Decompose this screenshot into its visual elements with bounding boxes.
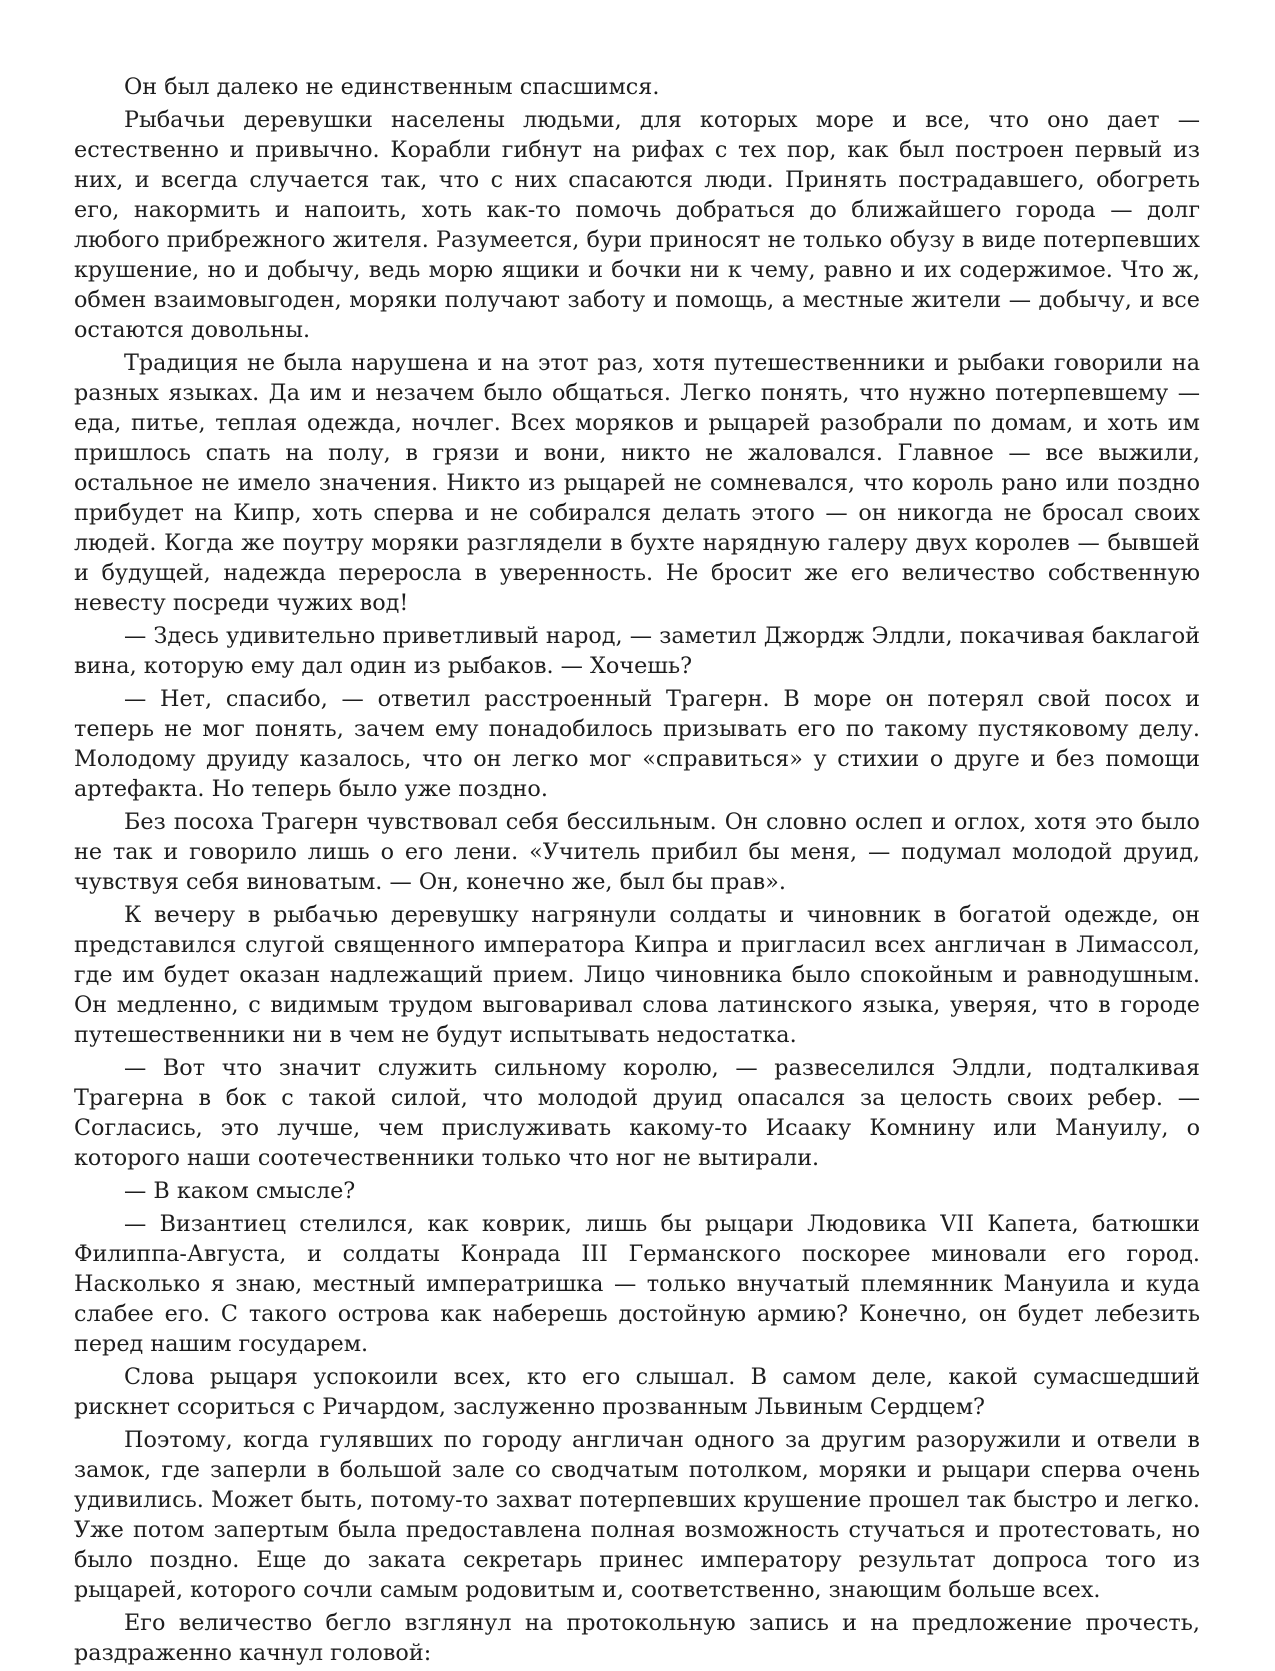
paragraph: Традиция не была нарушена и на этот раз, хотя путешественники и рыбаки говорили на разных языках. Да им и незачем было общаться. Легко понять, что нужно потерпевшему — еда, питье, теплая одежда, ночлег. Всех моряков и рыцарей разобрали по домам, и хоть им пришлось спать на полу, в грязи и вони, никто не жаловался. Главное — все выжили, остальное не имело значения. Никто из рыцарей не сомневался, что король рано или поздно прибудет на Кипр, хоть сперва и не собирался делать этого — он никогда не бросал своих людей. Когда же поутру моряки разглядели в бухте нарядную галеру двух королев — бывшей и будущей, надежда переросла в уверенность. Не бросит же его величество собственную невесту посреди чужих вод! — [74, 350, 1200, 616]
paragraph: Без посоха Трагерн чувствовал себя бессильным. Он словно ослеп и оглох, хотя это было не так и говорило лишь о его лени. «Учитель прибил бы меня, — подумал молодой друид, чувствуя себя виноватым. — Он, конечно же, был бы прав». — [74, 809, 1200, 895]
paragraph: — Вот что значит служить сильному королю, — развеселился Элдли, подталкивая Трагерна в бок с такой силой, что молодой друид опасался за целость своих ребер. — Согласись, это лучше, чем прислуживать какому-то Исааку Комнину или Мануилу, о которого наши соотечественники только что ног не вытирали. — [74, 1055, 1200, 1171]
paragraph: Он был далеко не единственным спасшимся. — [124, 74, 660, 100]
paragraph: Слова рыцаря успокоили всех, кто его слышал. В самом деле, какой сумасшедший рискнет ссориться с Ричардом, заслуженно прозванным Львиным Сердцем? — [74, 1364, 1200, 1420]
document-page — [74, 72, 1200, 1671]
paragraph: Поэтому, когда гулявших по городу англичан одного за другим разоружили и отвели в замок, где заперли в большой зале со сводчатым потолком, моряки и рыцари сперва очень удивились. Может быть, потому-то захват потерпевших крушение прошел так быстро и легко. Уже потом запертым была предоставлена полная возможность стучаться и протестовать, но было поздно. Еще до заката секретарь принес императору результат допроса того из рыцарей, которого сочли самым родовитым и, соответственно, знающим больше всех. — [74, 1427, 1200, 1603]
paragraph: Рыбачьи деревушки населены людьми, для которых море и все, что оно дает — естественно и привычно. Корабли гибнут на рифах с тех пор, как был построен первый из них, и всегда случается так, что с них спасаются люди. Принять пострадавшего, обогреть его, накормить и напоить, хоть как-то помочь добраться до ближайшего города — долг любого прибрежного жителя. Разумеется, бури приносят не только обузу в виде потерпевших крушение, но и добычу, ведь морю ящики и бочки ни к чему, равно и их содержимое. Что ж, обмен взаимовыгоден, моряки получают заботу и помощь, а местные жители — добычу, и все остаются довольны. — [74, 107, 1200, 343]
paragraph: — В каком смысле? — [124, 1178, 356, 1204]
paragraph: — Нет, спасибо, — ответил расстроенный Трагерн. В море он потерял свой посох и теперь не мог понять, зачем ему понадобилось призывать его по такому пустяковому делу. Молодому друиду казалось, что он легко мог «справиться» у стихии о друге и без помощи артефакта. Но теперь было уже поздно. — [74, 686, 1200, 802]
paragraph: — Византиец стелился, как коврик, лишь бы рыцари Людовика VII Капета, батюшки Филиппа-Августа, и солдаты Конрада III Германского поскорее миновали его город. Насколько я знаю, местный императришка — только внучатый племянник Мануила и куда слабее его. С такого острова как наберешь достойную армию? Конечно, он будет лебезить перед нашим государем. — [74, 1211, 1200, 1357]
paragraph: Его величество бегло взглянул на протокольную запись и на предложение прочесть, раздраженно качнул головой: — [74, 1610, 1200, 1666]
paragraph: К вечеру в рыбачью деревушку нагрянули солдаты и чиновник в богатой одежде, он представился слугой священного императора Кипра и пригласил всех англичан в Лимассол, где им будет оказан надлежащий прием. Лицо чиновника было спокойным и равнодушным. Он медленно, с видимым трудом выговаривал слова латинского языка, уверяя, что в городе путешественники ни в чем не будут испытывать недостатка. — [74, 902, 1200, 1048]
paragraph: — Здесь удивительно приветливый народ, — заметил Джордж Элдли, покачивая баклагой вина, которую ему дал один из рыбаков. — Хочешь? — [74, 623, 1200, 679]
